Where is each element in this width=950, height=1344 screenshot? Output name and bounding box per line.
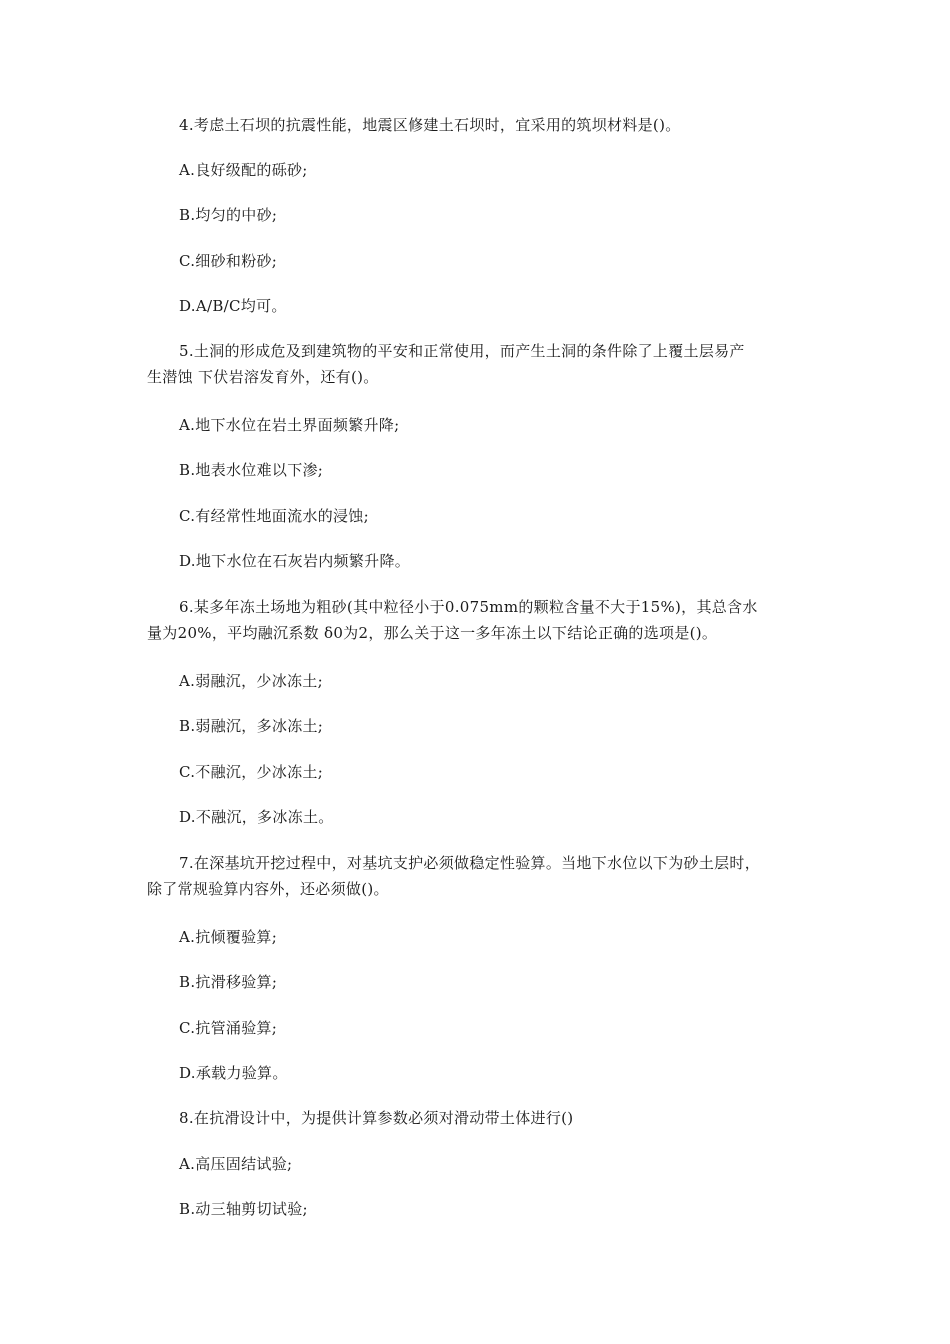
question-5-option-c: C.有经常性地面流水的浸蚀; — [179, 507, 369, 525]
question-5-option-d: D.地下水位在石灰岩内频繁升降。 — [179, 552, 411, 570]
question-6-option-c: C.不融沉，少冰冻土; — [179, 763, 324, 781]
question-7-option-c: C.抗管涌验算; — [179, 1019, 278, 1037]
question-4-option-d: D.A/B/C均可。 — [179, 297, 287, 315]
question-4-option-c: C.细砂和粉砂; — [179, 252, 278, 270]
question-5-option-b: B.地表水位难以下渗; — [179, 461, 324, 479]
question-5-option-a: A.地下水位在岩土界面频繁升降; — [179, 416, 400, 434]
question-4-option-b: B.均匀的中砂; — [179, 206, 278, 224]
question-4-stem: 4.考虑土石坝的抗震性能，地震区修建土石坝时，宜采用的筑坝材料是()。 — [179, 116, 681, 134]
question-8-option-b: B.动三轴剪切试验; — [179, 1200, 308, 1218]
question-7-stem-line-2: 除了常规验算内容外，还必须做()。 — [147, 880, 389, 898]
question-6-option-b: B.弱融沉，多冰冻土; — [179, 717, 324, 735]
question-7-option-b: B.抗滑移验算; — [179, 973, 278, 991]
question-7-option-d: D.承载力验算。 — [179, 1064, 288, 1082]
question-6-option-d: D.不融沉，多冰冻土。 — [179, 808, 334, 826]
question-4-option-a: A.良好级配的砾砂; — [179, 161, 308, 179]
question-8-option-a: A.高压固结试验; — [179, 1155, 293, 1173]
question-8-stem: 8.在抗滑设计中，为提供计算参数必须对滑动带土体进行() — [179, 1109, 574, 1127]
question-5-stem-line-2: 生潜蚀 下伏岩溶发育外，还有()。 — [147, 368, 379, 386]
question-6-stem-line-1: 6.某多年冻土场地为粗砂(其中粒径小于0.075mm的颗粒含量不大于15%)，其总含水 — [179, 598, 758, 616]
question-6-stem-line-2: 量为20%，平均融沉系数 δ0为2，那么关于这一多年冻土以下结论正确的选项是()。 — [147, 624, 718, 642]
question-5-stem-line-1: 5.土洞的形成危及到建筑物的平安和正常使用，而产生土洞的条件除了上覆土层易产 — [179, 342, 745, 360]
question-6-option-a: A.弱融沉，少冰冻土; — [179, 672, 323, 690]
question-7-option-a: A.抗倾覆验算; — [179, 928, 278, 946]
question-7-stem-line-1: 7.在深基坑开挖过程中，对基坑支护必须做稳定性验算。当地下水位以下为砂土层时， — [179, 854, 761, 872]
